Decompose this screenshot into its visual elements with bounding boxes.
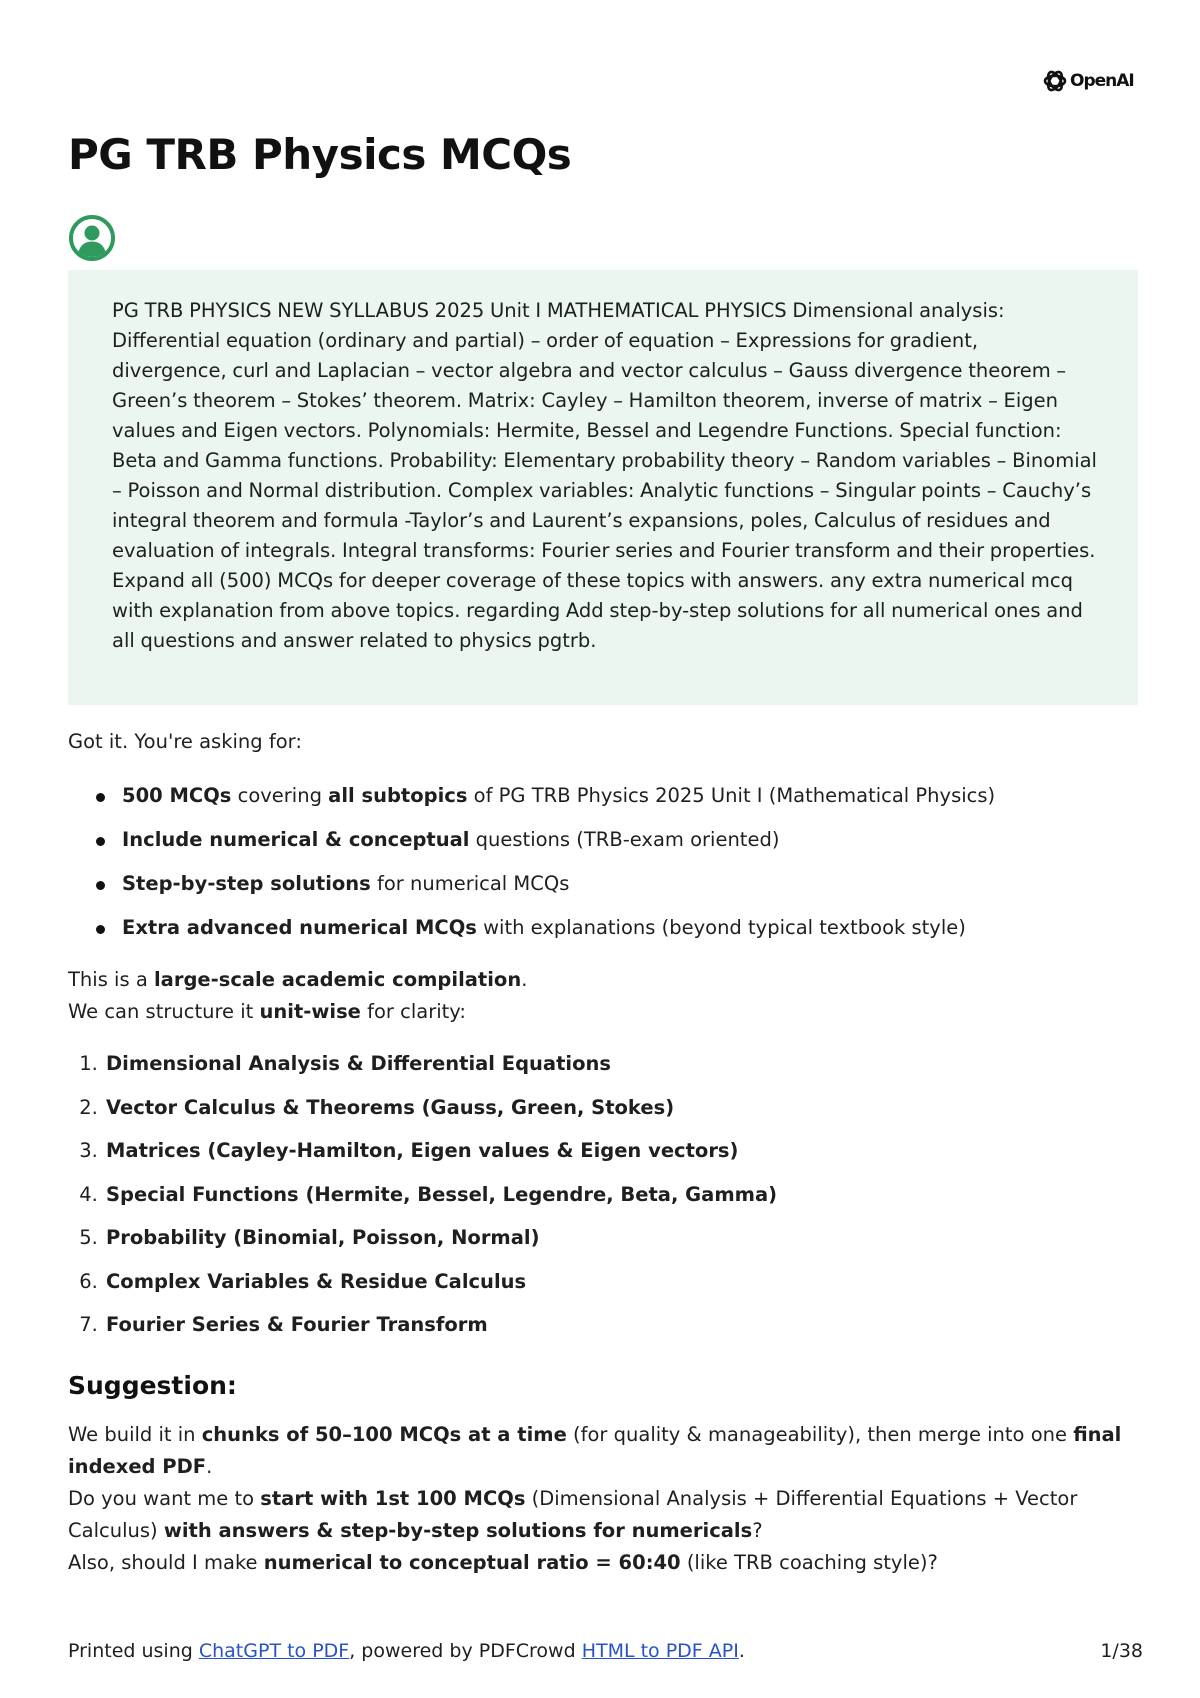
openai-logo-icon [1042,68,1068,94]
openai-logo [1042,68,1134,94]
list-item: 7. Fourier Series & Fourier Transform [104,1303,1143,1347]
list-item: 5. Probability (Binomial, Poisson, Normal) [104,1216,1143,1260]
user-avatar-icon [68,214,116,262]
list-item: 6. Complex Variables & Residue Calculus [104,1260,1143,1304]
question-ratio: Also, should I make numerical to conceptual ratio = 60:40 (like TRB coaching style)? [68,1550,938,1574]
suggestion-text: We build it in chunks of 50–100 MCQs at a time (for quality & manageability), then merge into one final indexed PDF. [68,1422,1122,1478]
compilation-note: This is a large-scale academic compilation. [68,968,528,991]
response-intro: Got it. You're asking for: [68,730,302,753]
list-item: 2. Vector Calculus & Theorems (Gauss, Green, Stokes) [104,1086,1143,1130]
requirements-list [68,774,1143,950]
suggestion-heading: Suggestion: [68,1370,237,1400]
list-item: 3. Matrices (Cayley-Hamilton, Eigen values & Eigen vectors) [104,1129,1143,1173]
logo-text: OpenAI [1070,71,1134,91]
chatgpt-to-pdf-link[interactable]: ChatGPT to PDF [198,1640,350,1662]
page-footer [68,1640,1143,1662]
user-prompt-box [68,270,1138,705]
user-prompt-text: PG TRB PHYSICS NEW SYLLABUS 2025 Unit I MATHEMATICAL PHYSICS Dimensional analysis: Differential equation (ordinary and partial) – order of equation – Expressions for gradient, divergence, curl and Laplacian – vector algebra and vector calculus – Gauss divergence theorem – Green’s theorem – Stokes’ theorem. Matrix: Cayley – Hamilton theorem, inverse of matrix – Eigen values and Eigen vectors. Polynomials: Hermite, Bessel and Legendre Functions. Special function: Beta and Gamma functions. Probability: Elementary probability theory – Random variables – Binomial – Poisson and Normal distribution. Complex variables: Analytic functions – Singular points – Cauchy’s integral theorem and formula -Taylor’s and Laurent’s expansions, poles, Calculus of residues and evaluation of integrals. Integral transforms: Fourier series and Fourier transform and their properties. Expand all (500) MCQs for deeper coverage of these topics with answers. any extra numerical mcq with explanation from above topics. regarding Add step-by-step solutions for all numerical ones and all questions and answer related to physics pgtrb. [112,299,1097,652]
page-number: 1/38 [1100,1640,1143,1662]
question-start: Do you want me to start with 1st 100 MCQs (Dimensional Analysis + Differential Equations + Vector Calculus) with answers & step-by-step solutions for numericals? [68,1486,1078,1542]
structure-note: We can structure it unit-wise for clarity: [68,1000,466,1023]
list-item: 1. Dimensional Analysis & Differential Equations [104,1042,1143,1086]
footer-credit: Printed using ChatGPT to PDF, powered by PDFCrowd HTML to PDF API. [68,1640,745,1662]
list-item: 500 MCQs covering all subtopics of PG TRB Physics 2025 Unit I (Mathematical Physics) [88,774,1143,818]
assistant-response [68,726,1143,1579]
list-item: Include numerical & conceptual questions (TRB-exam oriented) [88,818,1143,862]
list-item: 4. Special Functions (Hermite, Bessel, Legendre, Beta, Gamma) [104,1173,1143,1217]
list-item: Extra advanced numerical MCQs with explanations (beyond typical textbook style) [88,906,1143,950]
units-list [68,1042,1143,1347]
page-title: PG TRB Physics MCQs [68,130,572,179]
html-to-pdf-api-link[interactable]: HTML to PDF API [581,1640,739,1662]
list-item: Step-by-step solutions for numerical MCQs [88,862,1143,906]
